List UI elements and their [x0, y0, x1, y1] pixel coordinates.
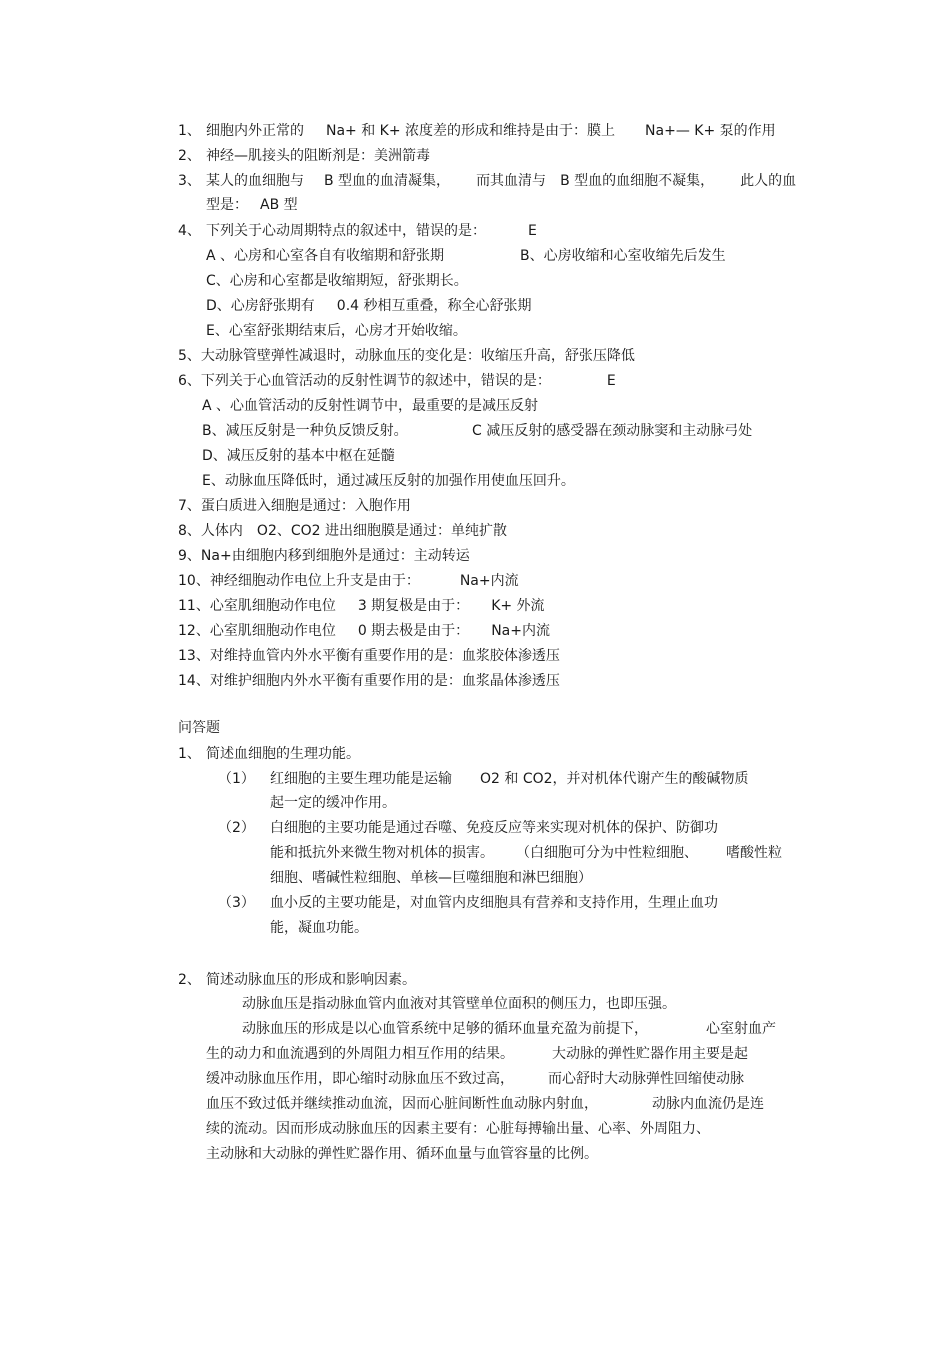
essay-2-question: 简述动脉血压的形成和影响因素。: [206, 972, 416, 988]
essay-2-line-1a: 动脉血压的形成是以心血管系统中足够的循环血量充盈为前提下，: [242, 1021, 648, 1037]
q13-text: 13、对维持血管内外水平衡有重要作用的是：血浆胶体渗透压: [178, 648, 560, 664]
q6-option-c-text: C 减压反射的感受器在颈动脉窦和主动脉弓处: [472, 423, 753, 439]
item-2-text-a: 白细胞的主要功能是通过吞噬、免疫反应等来实现对机体的保护、防御功: [270, 820, 718, 836]
essay-2-line-3a: 缓冲动脉血压作用，即心缩时动脉血压不致过高，: [206, 1071, 514, 1087]
essay-1-title: [178, 745, 360, 763]
essay-2-para-1-text: 动脉血压是指动脉血管内血液对其管壁单位面积的侧压力，也即压强。: [242, 996, 676, 1012]
q5-text: 5、大动脉管壁弹性减退时，动脉血压的变化是：收缩压升高，舒张压降低: [178, 348, 635, 364]
q6-answer: E: [606, 373, 616, 389]
essay-1-item-2: [218, 819, 718, 837]
q3-text-c: 而其血清与: [476, 173, 547, 189]
q3-text-b: B 型血的血清凝集，: [324, 173, 451, 189]
essay-2-para-1: [242, 995, 676, 1013]
q2-number: 2、: [178, 148, 201, 164]
q6-option-e: [202, 472, 575, 490]
item-1-marker: （1）: [218, 771, 255, 787]
essay-1-item-2-cont: [270, 844, 782, 862]
item-1-text-a: 红细胞的主要生理功能是运输: [270, 771, 452, 787]
item-2-text-e: 细胞、嗜碱性粒细胞、单核—巨噬细胞和淋巴细胞）: [270, 870, 592, 886]
q11-text-a: 11、心室肌细胞动作电位: [178, 598, 336, 614]
question-6: [178, 372, 616, 390]
question-7: [178, 497, 411, 515]
essay-2-line-4b: 动脉内血流仍是连: [652, 1096, 764, 1112]
question-4: [178, 222, 537, 240]
essay-2-para-2-line-1: [242, 1020, 776, 1038]
q8-text-b: O2、CO2 进出细胞膜是通过：单纯扩散: [256, 523, 508, 539]
essay-2-title: [178, 971, 416, 989]
q6-option-d-text: D、减压反射的基本中枢在延髓: [202, 448, 395, 464]
item-3-marker: （3）: [218, 895, 255, 911]
q10-text: 10、神经细胞动作电位上升支是由于：: [178, 573, 420, 589]
essay-1-item-2-cont2: [270, 869, 592, 887]
question-13: [178, 647, 560, 665]
essay-2-para-2-line-6: [206, 1145, 598, 1163]
q11-answer: K+ 外流: [491, 598, 545, 614]
essay-2-number: 2、: [178, 972, 201, 988]
q4-option-c-text: C、心房和心室都是收缩期短，舒张期长。: [206, 273, 468, 289]
q4-text: 下列关于心动周期特点的叙述中，错误的是：: [206, 223, 486, 239]
q4-option-d: [206, 297, 532, 315]
question-11: [178, 597, 545, 615]
question-8: [178, 522, 507, 540]
question-14: [178, 672, 560, 690]
question-3: [178, 172, 796, 190]
q4-option-e: [206, 322, 467, 340]
question-10: [178, 572, 519, 590]
essay-2-line-5: 续的流动。因而形成动脉血压的因素主要有：心脏每搏输出量、心率、外周阻力、: [206, 1121, 710, 1137]
q12-text-b: 0 期去极是由于：: [357, 623, 470, 639]
q1-text-b: Na+ 和 K+ 浓度差的形成和维持是由于：膜上: [326, 123, 616, 139]
essay-2-line-6: 主动脉和大动脉的弹性贮器作用、循环血量与血管容量的比例。: [206, 1146, 598, 1162]
q7-text: 7、蛋白质进入细胞是通过：入胞作用: [178, 498, 411, 514]
q2-text: 神经—肌接头的阻断剂是：美洲箭毒: [206, 148, 430, 164]
q12-text-a: 12、心室肌细胞动作电位: [178, 623, 336, 639]
essay-2-line-2b: 大动脉的弹性贮器作用主要是起: [552, 1046, 748, 1062]
q11-text-b: 3 期复极是由于：: [357, 598, 470, 614]
item-2-text-d: 嗜酸性粒: [726, 845, 782, 861]
q4-option-b: [520, 247, 726, 265]
q6-option-b: [202, 422, 408, 440]
q6-option-a: [202, 397, 538, 415]
question-1: [178, 122, 776, 140]
essay-1-item-1-cont: [270, 794, 396, 812]
q4-option-c: [206, 272, 468, 290]
essay-2-para-2-line-2: [206, 1045, 748, 1063]
q4-option-e-text: E、心室舒张期结束后，心房才开始收缩。: [206, 323, 467, 339]
q3-number: 3、: [178, 173, 201, 189]
q6-option-d: [202, 447, 395, 465]
q14-text: 14、对维护细胞内外水平衡有重要作用的是：血浆晶体渗透压: [178, 673, 560, 689]
q4-option-b-text: B、心房收缩和心室收缩先后发生: [520, 248, 726, 264]
item-3-text-b: 能，凝血功能。: [270, 920, 368, 936]
q6-option-b-text: B、减压反射是一种负反馈反射。: [202, 423, 408, 439]
question-5: [178, 347, 635, 365]
q3-answer: AB 型: [260, 197, 298, 213]
question-12: [178, 622, 550, 640]
section-title: [178, 719, 220, 737]
question-2: [178, 147, 430, 165]
item-2-text-c: （白细胞可分为中性粒细胞、: [516, 845, 698, 861]
essay-2-line-1b: 心室射血产: [706, 1021, 776, 1037]
question-3-cont: [206, 196, 298, 214]
q8-text-a: 8、人体内: [178, 523, 243, 539]
item-1-text-b: O2 和 CO2，并对机体代谢产生的酸碱物质: [480, 771, 749, 787]
q4-option-d-text-a: D、心房舒张期有: [206, 298, 315, 314]
q4-option-a: [206, 247, 444, 265]
q3-text-f: 型是：: [206, 197, 248, 213]
essay-2-para-2-line-4: [206, 1095, 764, 1113]
section-title-text: 问答题: [178, 720, 220, 736]
essay-1-item-3-cont: [270, 919, 368, 937]
q1-number: 1、: [178, 123, 201, 139]
q6-option-c: [472, 422, 752, 440]
essay-1-item-3: [218, 894, 718, 912]
essay-1-question: 简述血细胞的生理功能。: [206, 746, 360, 762]
essay-2-line-4a: 血压不致过低并继续推动血流，因而心脏间断性血动脉内射血，: [206, 1096, 598, 1112]
question-9: [178, 547, 470, 565]
q4-option-d-text-b: 0.4 秒相互重叠，称全心舒张期: [336, 298, 532, 314]
item-2-text-b: 能和抵抗外来微生物对机体的损害。: [270, 845, 494, 861]
q3-text-a: 某人的血细胞与: [206, 173, 304, 189]
item-2-marker: （2）: [218, 820, 255, 836]
q1-answer: Na+— K+ 泵的作用: [645, 123, 776, 139]
q12-answer: Na+内流: [491, 623, 550, 639]
item-3-text-a: 血小反的主要功能是，对血管内皮细胞具有营养和支持作用，生理止血功: [270, 895, 718, 911]
q4-option-a-text: A 、心房和心室各自有收缩期和舒张期: [206, 248, 445, 264]
q6-option-a-text: A 、心血管活动的反射性调节中，最重要的是减压反射: [202, 398, 539, 414]
q4-answer: E: [528, 223, 537, 239]
q4-number: 4、: [178, 223, 201, 239]
essay-2-para-2-line-5: [206, 1120, 710, 1138]
q3-text-e: 此人的血: [740, 173, 797, 189]
essay-2-line-3b: 而心舒时大动脉弹性回缩使动脉: [548, 1071, 744, 1087]
q3-text-d: B 型血的血细胞不凝集，: [560, 173, 715, 189]
item-1-text-c: 起一定的缓冲作用。: [270, 795, 396, 811]
essay-2-line-2a: 生的动力和血流遇到的外周阻力相互作用的结果。: [206, 1046, 514, 1062]
essay-2-para-2-line-3: [206, 1070, 744, 1088]
essay-1-number: 1、: [178, 746, 201, 762]
essay-1-item-1: [218, 770, 749, 788]
q6-text: 6、下列关于心血管活动的反射性调节的叙述中，错误的是：: [178, 373, 551, 389]
q1-text-a: 细胞内外正常的: [206, 123, 304, 139]
q9-text: 9、Na+由细胞内移到细胞外是通过：主动转运: [178, 548, 470, 564]
q10-answer: Na+内流: [459, 573, 519, 589]
q6-option-e-text: E、动脉血压降低时，通过减压反射的加强作用使血压回升。: [202, 473, 575, 489]
